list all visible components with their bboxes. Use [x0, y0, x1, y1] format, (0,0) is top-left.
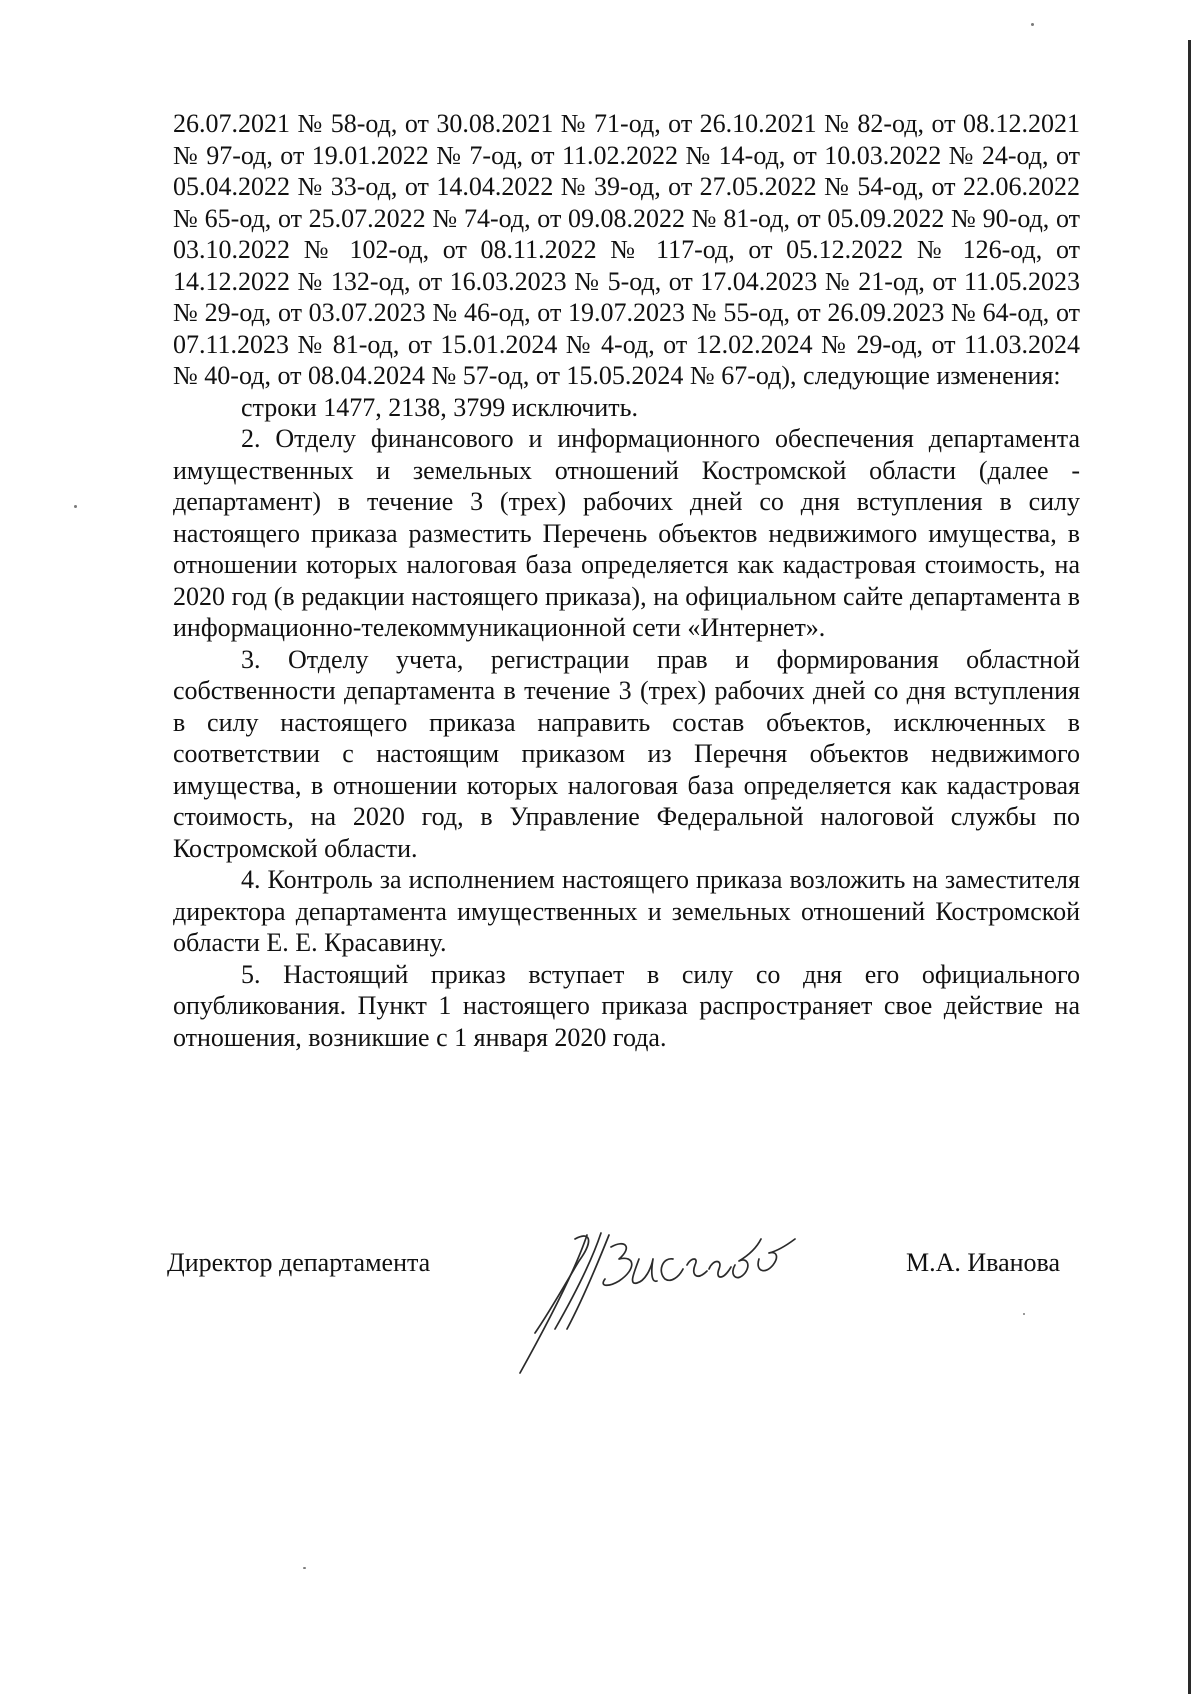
clause-4-paragraph: 4. Контроль за исполнением настоящего приказа возложить на заместителя директора департамента имущественных и земельных отношений Костромской области Е. Е. Красавину.: [173, 865, 1080, 957]
amendment-list-paragraph: 26.07.2021 № 58-од, от 30.08.2021 № 71-од, от 26.10.2021 № 82-од, от 08.12.2021 № 97-од, от 19.01.2022 № 7-од, от 11.02.2022 № 14-од, от 10.03.2022 № 24-од, от 05.04.2022 № 33-од, от 14.04.2022 № 39-од, от 27.05.2022 № 54-од, от 22.06.2022 № 65-од, от 25.07.2022 № 74-од, от 09.08.2022 № 81-од, от 05.09.2022 № 90-од, от 03.10.2022 № 102-од, от 08.11.2022 № 117-од, от 05.12.2022 № 126-од, от 14.12.2022 № 132-од, от 16.03.2023 № 5-од, от 17.04.2023 № 21-од, от 11.05.2023 № 29-од, от 03.07.2023 № 46-од, от 19.07.2023 № 55-од, от 26.09.2023 № 64-од, от 07.11.2023 № 81-од, от 15.01.2024 № 4-од, от 12.02.2024 № 29-од, от 11.03.2024 № 40-од, от 08.04.2024 № 57-од, от 15.05.2024 № 67-од), следующие изменения:: [173, 109, 1080, 390]
document-body: [173, 108, 1080, 1053]
scan-speck: [74, 505, 77, 508]
signer-name: М.А. Иванова: [906, 1248, 1061, 1277]
clause-2-paragraph: 2. Отделу финансового и информационного обеспечения департамента имущественных и земельных отношений Костромской области (далее - департамент) в течение 3 (трех) рабочих дней со дня вступления в силу настоящего приказа разместить Перечень объектов недвижимого имущества, в отношении которых налоговая база определяется как кадастровая стоимость, на 2020 год (в редакции настоящего приказа), на официальном сайте департамента в информационно-телекоммуникационной сети «Интернет».: [173, 424, 1080, 642]
scan-edge-line: [1188, 40, 1191, 1694]
scan-speck: [1023, 1313, 1025, 1315]
signer-title: Директор департамента: [167, 1248, 431, 1277]
handwritten-signature: [515, 1225, 810, 1375]
scan-speck: [1031, 23, 1034, 26]
clause-3-paragraph: 3. Отделу учета, регистрации прав и формирования областной собственности департамента в течение 3 (трех) рабочих дней со дня вступления в силу настоящего приказа направить состав объектов, исключенных в соответствии с настоящим приказом из Перечня объектов недвижимого имущества, в отношении которых налоговая база определяется как кадастровая стоимость, на 2020 год, в Управление Федеральной налоговой службы по Костромской области.: [173, 644, 1080, 863]
clause-5-paragraph: 5. Настоящий приказ вступает в силу со дня его официального опубликования. Пункт 1 настоящего приказа распространяет свое действие на отношения, возникшие с 1 января 2020 года.: [173, 959, 1080, 1052]
exclusion-paragraph: строки 1477, 2138, 3799 исключить.: [241, 392, 638, 422]
scan-speck: [303, 1567, 306, 1569]
